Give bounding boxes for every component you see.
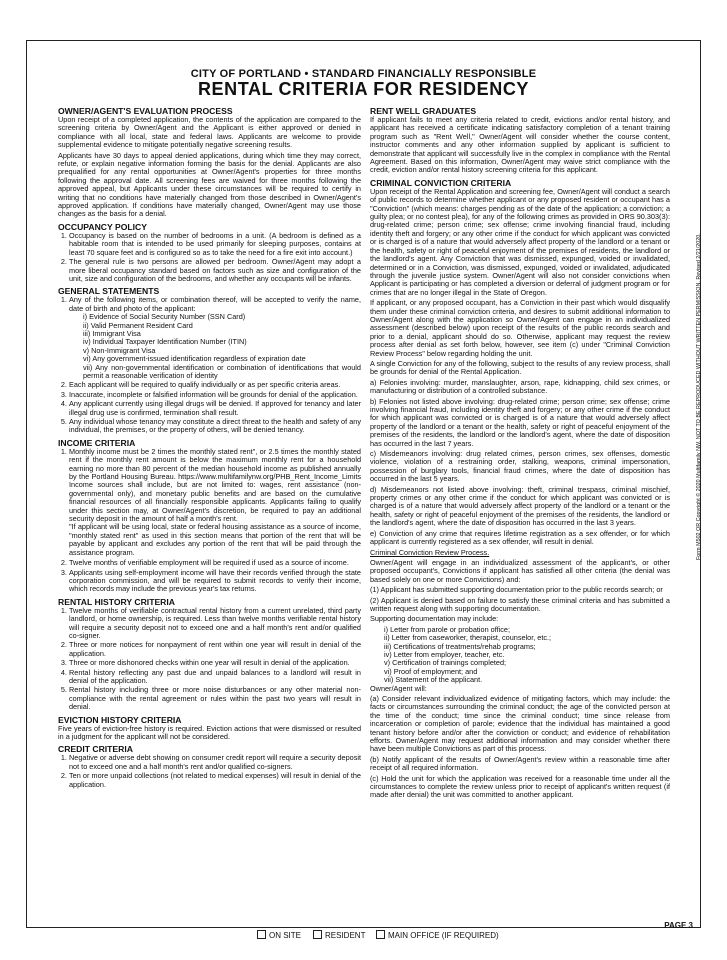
sublist-item: v) Certification of trainings completed; bbox=[384, 658, 507, 668]
list-item: 5. Rental history including three or more noise disturbances or any other material non-compliance with the rental agreement or rules within the past two years will result in denial. bbox=[69, 686, 361, 711]
sublist-item: vii) Statement of the applicant. bbox=[384, 675, 483, 685]
general-list bbox=[58, 296, 361, 435]
paragraph: Supporting documentation may include: bbox=[370, 614, 499, 624]
rental-history-list bbox=[58, 607, 361, 712]
criteria-item: b) Felonies not listed above involving: drug-related crime; person crime; sex offense; crime involving financial fraud, including identity theft and forgery; or any other crime if the conduct for which applicant was convicted or is charged is of a nature that would adversely affect property of the landlord or a tenant or the health, safety or right of peaceful enjoyment of the premises of the residents, the landlord or the landlord's agent, where the date of disposition has occurred in the last 7 years. bbox=[370, 396, 670, 448]
paragraph: "If applicant will be using local, state or federal housing assistance as a source of income, "monthly stated rent" as used in this section means that portion of the rent that will be payable by applicant and excludes any portion of the rent that will be paid through the assistance program. bbox=[69, 522, 361, 557]
section-title-occupancy: OCCUPANCY POLICY bbox=[58, 221, 147, 232]
sublist-item: vi) Proof of employment; and bbox=[384, 666, 478, 676]
paragraph: If applicant, or any proposed occupant, has a Conviction in their past which would disqualify them under these criminal conviction criteria, and desires to submit additional information to Owner/Agent along with the application so Owner/Agent can engage in an individualized assessment (described below) upon receipt of the results of the public records search and prior to a denial, applicant should do so. Otherwise, applicant may request the review process after denial as set forth below, however, see item (c) under "Criminal Conviction Review Process" below regarding holding the unit. bbox=[370, 298, 670, 358]
main-office-checkbox[interactable] bbox=[376, 930, 499, 940]
section-title-rental-history: RENTAL HISTORY CRITERIA bbox=[58, 596, 175, 607]
sublist-item: iv) Letter from employer, teacher, etc. bbox=[384, 649, 505, 659]
section-title-evaluation: OWNER/AGENT'S EVALUATION PROCESS bbox=[58, 106, 233, 116]
checkbox-icon bbox=[313, 930, 322, 939]
paragraph: Owner/Agent will engage in an individualized assessment of the applicant's, or other proposed occupant's, Convictions if applicant has satisfied all other criteria (the denial was based solely on one or more Convictions) and: bbox=[370, 557, 670, 584]
paragraph: (1) Applicant has submitted supporting documentation prior to the public records search; or bbox=[370, 585, 663, 595]
checkbox-icon bbox=[376, 930, 385, 939]
paragraph: (2) Applicant is denied based on failure to satisfy these criminal criteria and has submitted a written request along with supporting documentation. bbox=[370, 595, 670, 613]
header-subtitle: CITY OF PORTLAND • STANDARD FINANCIALLY RESPONSIBLE bbox=[190, 68, 537, 80]
copyright-notice: Form M502 OR Copyright © 2020 Multifamily NW. NOT TO BE REPRODUCED WITHOUT WRITTEN PERMISSION. Revised 2/21/2020. bbox=[696, 233, 702, 560]
list-item: 2. The general rule is two persons are allowed per bedroom. Owner/Agent may adopt a more liberal occupancy standard based on factors such as size and configuration of the unit, size and configuration of the bedrooms, and whether any occupants will be infants. bbox=[69, 258, 361, 283]
list-item-text: Any of the following items, or combination thereof, will be accepted to verify the name, date of birth and photo of the applicant: bbox=[69, 295, 361, 313]
list-item bbox=[69, 448, 361, 557]
sublist-item: iv) Individual Taxpayer Identification Number (ITIN) bbox=[83, 337, 247, 347]
sublist-item: ii) Letter from caseworker, therapist, counselor, etc.; bbox=[384, 633, 552, 643]
section-title-credit: CREDIT CRITERIA bbox=[58, 744, 133, 755]
sublist-item: iii) Immigrant Visa bbox=[83, 328, 141, 338]
occupancy-list bbox=[58, 232, 361, 283]
documentation-list bbox=[370, 626, 670, 685]
section-title-criminal: CRIMINAL CONVICTION CRITERIA bbox=[370, 177, 512, 188]
paragraph: Five years of eviction-free history is required. Eviction actions that were dismissed or resulted in a judgment for the applicant will not be considered. bbox=[58, 723, 361, 741]
left-column bbox=[58, 106, 361, 916]
list-item: 1. Negative or adverse debt showing on consumer credit report will require a security deposit not to exceed one and a half month's rent and/or qualified co-signers. bbox=[69, 754, 361, 771]
sublist-item: i) Evidence of Social Security Number (SSN Card) bbox=[83, 312, 246, 322]
paragraph: Owner/Agent will: bbox=[370, 683, 427, 693]
list-item: 4. Any applicant currently using illegal drugs will be denied. If approved for tenancy and later illegal drug use is confirmed, termination shall result. bbox=[69, 400, 361, 417]
section-title-income: INCOME CRITERIA bbox=[58, 437, 136, 448]
sublist-item: vi) Any government-issued identification regardless of expiration date bbox=[83, 354, 306, 364]
review-step: (c) Hold the unit for which the application was received for a reasonable time under all the circumstances to complete the review unless prior to receipt of applicant's written request (if made after denial) the unit was committed to another applicant. bbox=[370, 773, 670, 800]
checkbox-icon bbox=[257, 930, 266, 939]
review-step: (b) Notify applicant of the results of Owner/Agent's review within a reasonable time after receipt of all required information. bbox=[370, 754, 670, 773]
list-item: 3. Applicants using self-employment income will have their records verified through the state corporation commission, and will be required to submit records to verify their income, which records may include the previous year's tax returns. bbox=[69, 569, 361, 594]
subsection-title-review: Criminal Conviction Review Process. bbox=[370, 547, 490, 557]
sublist-item: vii) Any non-governmental identification or combination of identifications that would permit a reasonable verification of identity bbox=[83, 362, 361, 380]
right-column bbox=[370, 106, 670, 876]
checkbox-label: MAIN OFFICE (IF REQUIRED) bbox=[388, 931, 499, 940]
list-item: 1. Twelve months of verifiable contractual rental history from a current unrelated, third party landlord, or home ownership, is required. Less than twelve months verifiable rental history will require a security deposit not to exceed one and a half month's rent and/or qualified co-signer. bbox=[69, 607, 361, 641]
sublist-item: i) Letter from parole or probation office; bbox=[384, 624, 511, 634]
id-sublist bbox=[69, 313, 361, 380]
paragraph: Upon receipt of a completed application, the contents of the application are compared to the screening criteria by Owner/Agent and the Applicant is either approved or denied in compliance with all local, state and federal laws. Applicants are welcome to provide supplemental evidence to mitigate potentially negative screening results. bbox=[58, 115, 361, 150]
list-item: 4. Rental history reflecting any past due and unpaid balances to a landlord will result in denial of the application. bbox=[69, 669, 361, 686]
list-item: 1. Occupancy is based on the number of bedrooms in a unit. (A bedroom is defined as a habitable room that is intended to be used primarily for sleeping purposes, contains at least 70 square feet and is configured so as to take the need for a fire exit into account.) bbox=[69, 232, 361, 257]
income-list bbox=[58, 448, 361, 594]
paragraph: If applicant fails to meet any criteria related to credit, evictions and/or rental history, and applicant has received a certificate indicating satisfactory completion of a tenant training program such as "Rent Well," Owner/Agent will consider whether the course content, instructor comments and any other information supplied by applicant is sufficient to demonstrate that applicant will successfully live in the complex in compliance with the Rental Agreement. Based on this information, Owner/Agent may waive strict compliance with the credit, eviction and/or rental history screening criteria for this applicant. bbox=[370, 115, 670, 175]
criteria-item: c) Misdemeanors involving: drug related crimes, person crimes, sex offenses, domestic violence, violation of a restraining order, stalking, weapons, criminal impersonation, possession of burglary tools, financial fraud crimes, where the date of disposition has occurred in the last 5 years. bbox=[370, 449, 670, 484]
criteria-item: d) Misdemeanors not listed above involving: theft, criminal trespass, criminal mischief, property crimes or any other crime if the conduct for which applicant was convicted or is charged is of a nature that would adversely affect property of the landlord or a tenant or the health, safety or right of peaceful enjoyment of the premises of the residents, the landlord or the landlord's agent, where the date of disposition has occurred in the last 3 years. bbox=[370, 484, 670, 528]
resident-checkbox[interactable] bbox=[313, 930, 365, 940]
list-item: 2. Each applicant will be required to qualify individually or as per specific criteria areas. bbox=[69, 381, 361, 389]
list-item-text: Monthly income must be 2 times the monthly stated rent", or 2.5 times the monthly stated rent if the monthly rent amount is below the maximum monthly rent for a household earning no more than 80 percent of the median household income as published annually by the Portland Housing Bureau. https://www.multifamilynw.org/PHB_Rent_Income_Limits Income sources shall include, but are not limited to: wages, rent assistance (non-governmental only), and monetary public benefits and are based on the cumulative financial resources of all financially responsible applicants. Applicants failing to qualify under this section may, at Owner/Agent's discretion, be required to pay an additional security deposit in the amount of half a month's rent. bbox=[69, 446, 361, 524]
paragraph: A single Conviction for any of the following, subject to the results of any review process, shall be grounds for denial of the Rental Application. bbox=[370, 358, 670, 377]
list-item: 3. Three or more dishonored checks within one year will result in denial of the application. bbox=[69, 659, 361, 667]
credit-list bbox=[58, 754, 361, 789]
page-number: PAGE 3 bbox=[664, 921, 693, 930]
page-title: RENTAL CRITERIA FOR RESIDENCY bbox=[197, 79, 530, 99]
checkbox-label: ON SITE bbox=[269, 931, 302, 940]
on-site-checkbox[interactable] bbox=[257, 930, 301, 940]
sublist-item: iii) Certifications of treatments/rehab programs; bbox=[384, 641, 536, 651]
section-title-general: GENERAL STATEMENTS bbox=[58, 286, 160, 297]
section-title-eviction: EVICTION HISTORY CRITERIA bbox=[58, 714, 182, 725]
review-step: (a) Consider relevant individualized evidence of mitigating factors, which may include: the facts or circumstances surrounding the criminal conduct; the age of the convicted person at the time of the conduct; time since the criminal conduct; time since release from incarceration or completion of parole; evidence that the individual has maintained a good tenant history before and/or after the conviction or conduct; and evidence of rehabilitation efforts. Owner/Agent may request additional information and may consider whether there have been multiple Convictions as part of this process. bbox=[370, 694, 670, 754]
section-title-rent-well: RENT WELL GRADUATES bbox=[370, 106, 477, 116]
list-item: 2. Ten or more unpaid collections (not related to medical expenses) will result in denial of the application. bbox=[69, 772, 361, 789]
criteria-item: e) Conviction of any crime that requires lifetime registration as a sex offender, or for which applicant is currently registered as a sex offender, will result in denial. bbox=[370, 528, 670, 547]
paragraph: Applicants have 30 days to appeal denied applications, during which time they may correct, refute, or explain negative information forming the basis for the denial. Applicants are also prequalified for any rental opportunities at Owner/Agent's properties for three months following the approval date. All screening fees are waived for three months following the approved appeal, but Applicants under these circumstances will be required to certify in writing that no conditions have materially changed from those described in Owner/Agent's approved application. If conditions have materially changed, Owner/Agent may use those changes as the basis for a denial. bbox=[58, 150, 361, 219]
list-item: 2. Twelve months of verifiable employment will be required if used as a source of income. bbox=[69, 559, 361, 567]
paragraph: Upon receipt of the Rental Application and screening fee, Owner/Agent will conduct a search of public records to determine whether applicant or any proposed resident or occupant has a "Conviction" (which means: charges pending as of the date of the application; a conviction; a guilty plea; or no contest plea), for any of the following crimes as provided in ORS 90.303(3): drug-related crime; person crime; sex offense; crime involving financial fraud, including identity theft and forgery; or any other crime if the conduct for which applicant was convicted or is charged is of a nature that would adversely affect property of the landlord or a tenant or the health, safety or right of peaceful enjoyment of the premises of residents, the landlord or the landlord's agent. Any Conviction that was dismissed, expunged, voided or invalidated, determined or in a Conviction, was dismissed, expunged, voided or invalidated, adjudicated through the juvenile justice system. Owner/Agent will also not consider convictions when Applicant is participating or has completed a diversion or deferral of judgment program or for crimes that are no longer illegal in the State of Oregon. bbox=[370, 186, 670, 297]
sublist-item: ii) Valid Permanent Resident Card bbox=[83, 320, 193, 330]
criteria-item: a) Felonies involving: murder, manslaughter, arson, rape, kidnapping, child sex crimes, or manufacturing or distribution of a controlled substance. bbox=[370, 377, 670, 396]
list-item: 2. Three or more notices for nonpayment of rent within one year will result in denial of the application. bbox=[69, 641, 361, 658]
list-item bbox=[69, 296, 361, 380]
list-item: 5. Any individual whose tenancy may constitute a direct threat to the health and safety of any individual, the premises, or the property of others, will be denied tenancy. bbox=[69, 418, 361, 435]
list-item: 3. Inaccurate, incomplete or falsified information will be grounds for denial of the application. bbox=[69, 391, 361, 399]
checkbox-label: RESIDENT bbox=[325, 931, 366, 940]
sublist-item: v) Non-Immigrant Visa bbox=[83, 345, 156, 355]
